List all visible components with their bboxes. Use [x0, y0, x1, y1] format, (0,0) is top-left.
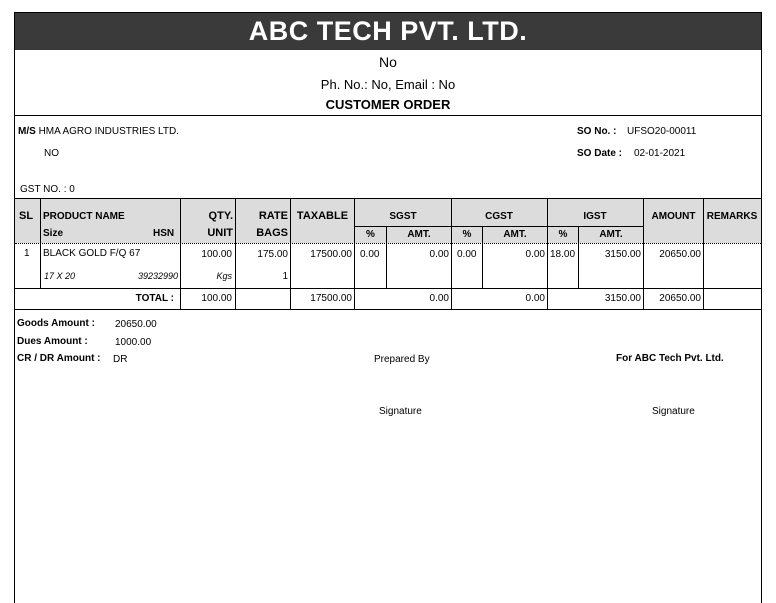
customer-name: HMA AGRO INDUSTRIES LTD.: [38, 126, 179, 137]
header-divider: [15, 115, 761, 116]
th-cgst-pct: %: [462, 229, 472, 240]
row-size: 17 X 20: [44, 271, 76, 281]
so-no-label: SO No. :: [577, 126, 617, 137]
gst-line: [20, 184, 75, 195]
dues-amount-label: Dues Amount :: [17, 336, 88, 347]
total-qty: 100.00: [201, 293, 232, 304]
col-line: [40, 243, 41, 288]
col-line: [451, 243, 452, 288]
goods-amount-value: 20650.00: [115, 319, 157, 330]
total-label: TOTAL :: [135, 293, 174, 304]
rows-bottom-line: [15, 288, 761, 289]
col-line: [40, 198, 41, 243]
col-line: [547, 243, 548, 288]
total-bottom-line: [15, 309, 761, 310]
total-amount: 20650.00: [659, 293, 701, 304]
row-taxable: 17500.00: [310, 249, 352, 260]
th-rate: RATE: [258, 210, 288, 222]
th-sl: SL: [19, 210, 34, 222]
total-cgst-amt: 0.00: [525, 293, 545, 304]
th-product-name: PRODUCT NAME: [43, 211, 125, 222]
col-line: [703, 288, 704, 309]
th-cgst: CGST: [485, 211, 513, 222]
row-qty: 100.00: [201, 249, 232, 260]
signature-left: Signature: [379, 406, 422, 417]
ms-label: M/S: [18, 126, 36, 137]
th-amount: AMOUNT: [651, 211, 696, 222]
signature-right: Signature: [652, 406, 695, 417]
col-line: [703, 243, 704, 288]
row-sgst-pct: 0.00: [360, 249, 380, 260]
customer-address: NO: [44, 148, 59, 159]
table-top-line: [15, 198, 761, 199]
row-product: BLACK GOLD F/Q 67: [43, 248, 141, 259]
header-bottom-line: [15, 243, 761, 244]
row-cgst-amt: 0.00: [525, 249, 545, 260]
th-cgst-amt: AMT.: [503, 229, 527, 240]
gst-value: 0: [69, 184, 75, 195]
total-sgst-amt: 0.00: [429, 293, 449, 304]
gst-label: GST NO. :: [20, 184, 67, 195]
th-sgst-pct: %: [366, 229, 375, 240]
company-contact: Ph. No.: No, Email : No: [320, 77, 456, 92]
th-size: Size: [43, 228, 64, 239]
th-sgst-amt: AMT.: [407, 229, 431, 240]
row-rate: 175.00: [257, 249, 288, 260]
total-taxable: 17500.00: [310, 293, 352, 304]
goods-amount-label: Goods Amount :: [17, 318, 95, 329]
col-line: [451, 288, 452, 309]
crdr-amount-value: DR: [113, 354, 128, 365]
company-address: No: [379, 54, 397, 70]
col-line: [547, 288, 548, 309]
th-sgst: SGST: [389, 211, 417, 222]
th-igst-pct: %: [558, 229, 568, 240]
document-title: CUSTOMER ORDER: [325, 97, 451, 112]
row-amount: 20650.00: [659, 249, 701, 260]
so-date-value: 02-01-2021: [634, 148, 686, 159]
th-igst-amt: AMT.: [599, 229, 623, 240]
so-no-value: UFSO20-00011: [627, 126, 697, 137]
th-hsn: HSN: [153, 228, 175, 239]
dues-amount-value: 1000.00: [115, 337, 152, 348]
col-line: [235, 288, 236, 309]
row-cgst-pct: 0.00: [457, 249, 477, 260]
th-bags: BAGS: [256, 227, 288, 239]
row-bags: 1: [282, 271, 288, 282]
col-line: [354, 288, 355, 309]
row-sl: 1: [24, 248, 30, 259]
row-igst-amt: 3150.00: [604, 249, 641, 260]
so-date-label: SO Date :: [577, 148, 623, 159]
row-sgst-amt: 0.00: [429, 249, 449, 260]
company-name-banner: ABC TECH PVT. LTD.: [15, 13, 761, 50]
customer-order-document: [14, 12, 762, 603]
th-qty: QTY.: [208, 210, 233, 222]
prepared-by: Prepared By: [374, 354, 430, 365]
gst-subheader-line: [354, 226, 643, 227]
for-company: For ABC Tech Pvt. Ltd.: [616, 353, 724, 364]
row-hsn: 39232990: [137, 271, 178, 281]
total-igst-amt: 3150.00: [604, 293, 641, 304]
row-unit: Kgs: [216, 271, 232, 281]
crdr-amount-label: CR / DR Amount :: [17, 353, 101, 364]
row-igst-pct: 18.00: [550, 249, 576, 260]
th-unit: UNIT: [207, 227, 233, 239]
th-igst: IGST: [583, 211, 607, 222]
th-taxable: TAXABLE: [296, 210, 349, 222]
customer-block: [18, 126, 179, 137]
col-line: [354, 243, 355, 288]
th-remarks: REMARKS: [706, 211, 758, 222]
